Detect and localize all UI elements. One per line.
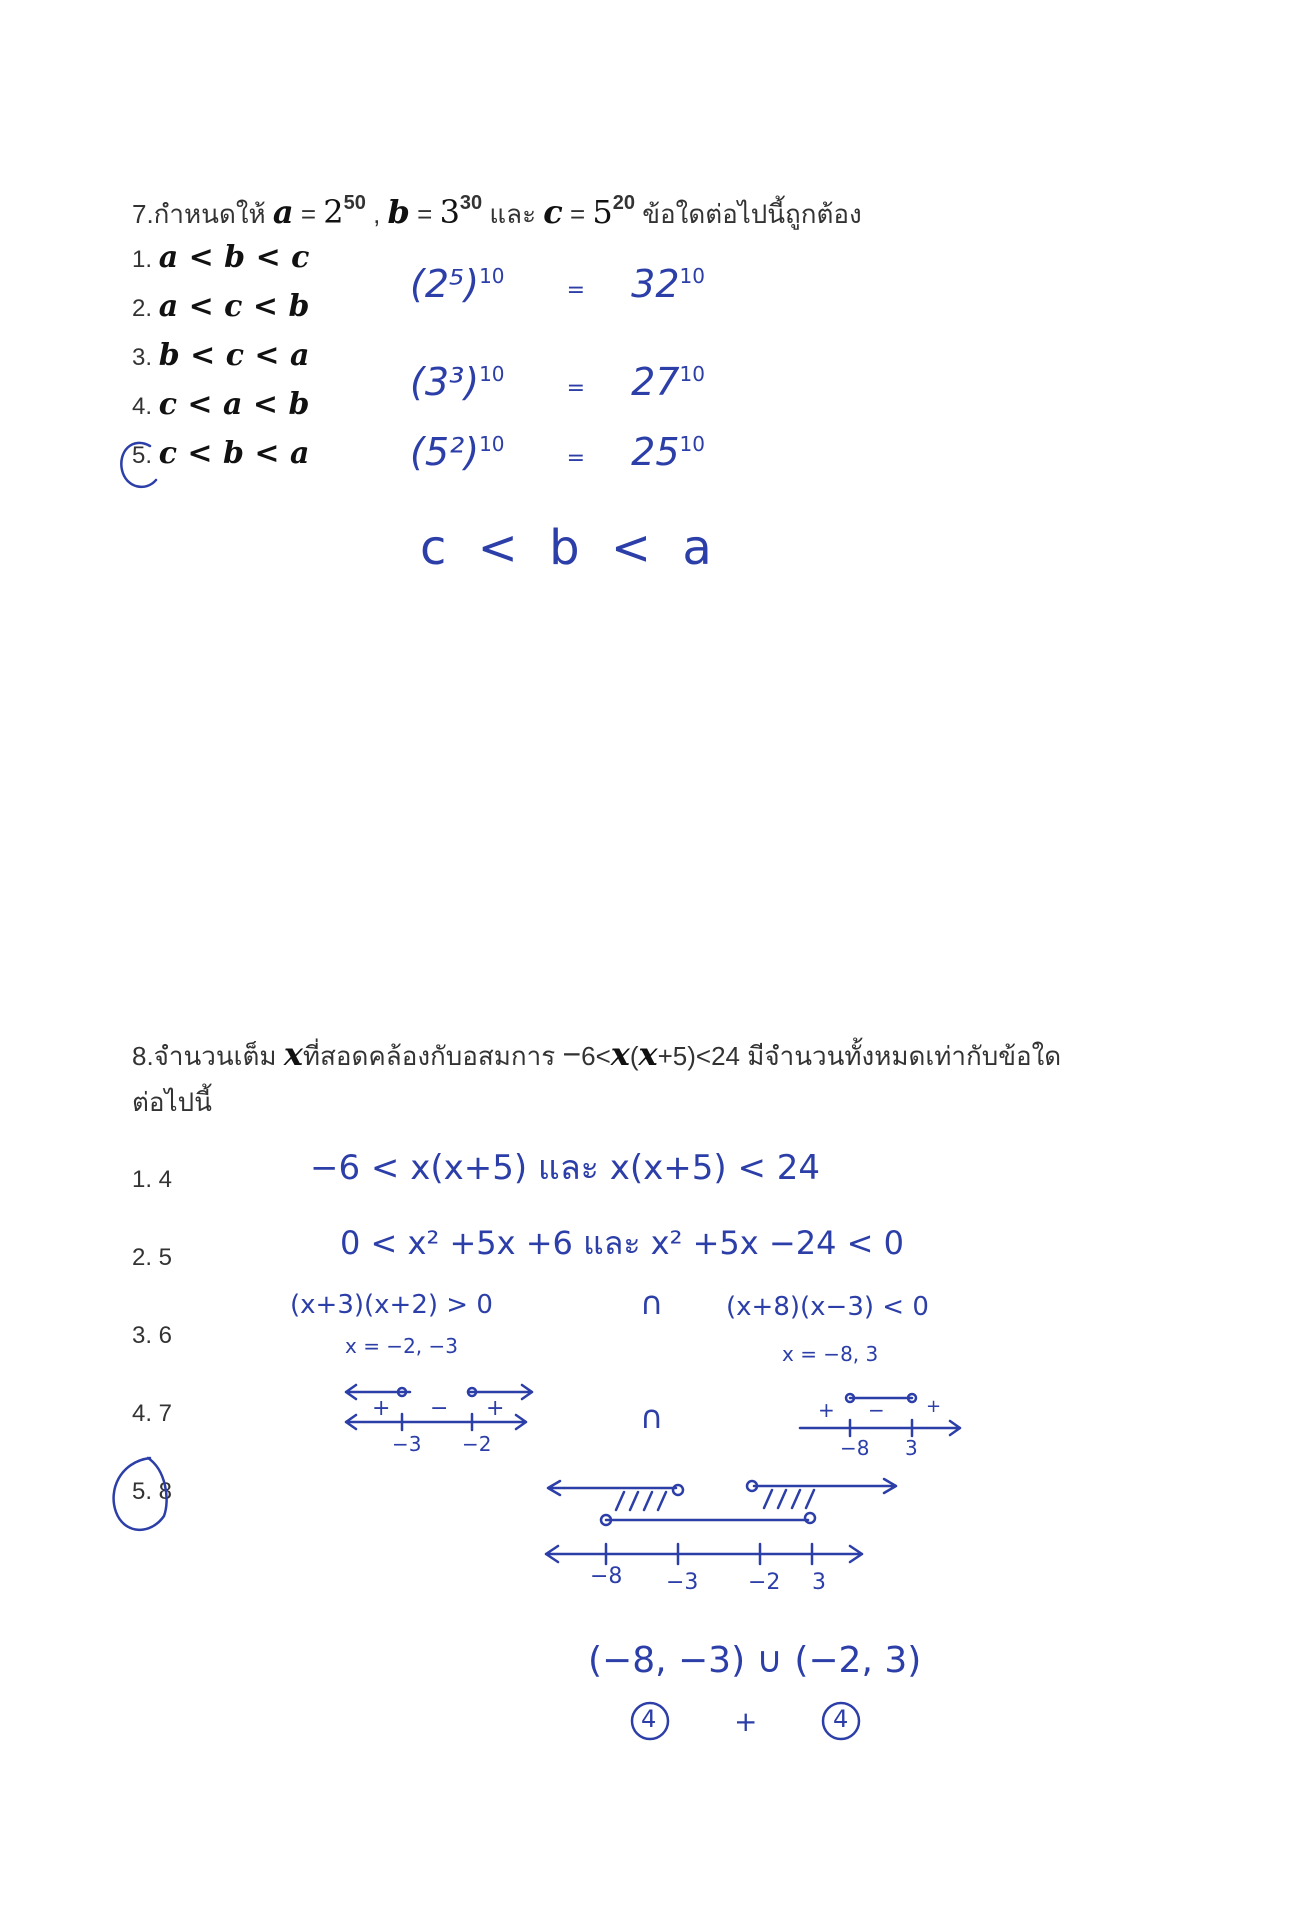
q8-title-mid: ที่สอดคล้องกับอสมการ bbox=[302, 1041, 563, 1071]
nl1-plus-left: + bbox=[372, 1396, 391, 1421]
q8-title-suffix: มีจำนวนทั้งหมดเท่ากับข้อใด bbox=[740, 1041, 1062, 1071]
q8-work-cap: ∩ bbox=[640, 1284, 664, 1322]
hw-eq: = bbox=[566, 278, 586, 303]
q7-answer-circle bbox=[121, 443, 156, 487]
hw-text: 32 bbox=[631, 262, 680, 306]
q7-option-number: 4. bbox=[132, 393, 153, 420]
q7-option-expr: c < a < b bbox=[158, 387, 310, 422]
q8-work-line3b: (x+8)(x−3) < 0 bbox=[726, 1292, 929, 1322]
q8-work-line3a: (x+3)(x+2) > 0 bbox=[290, 1290, 493, 1320]
q8-count-1: 4 bbox=[641, 1705, 657, 1733]
nl2-tick-a: −8 bbox=[840, 1436, 870, 1460]
q7-var-a: a bbox=[272, 193, 294, 231]
q8-var-x: x bbox=[283, 1035, 303, 1073]
nl3-open-point-d bbox=[805, 1513, 815, 1523]
nl1-tick-a: −3 bbox=[392, 1432, 422, 1456]
nl1-top-right-arrow bbox=[468, 1385, 532, 1399]
q7-and: และ bbox=[482, 199, 544, 229]
q8-answer-circle bbox=[114, 1458, 167, 1530]
hw-eq: = bbox=[566, 376, 586, 401]
nl3-upper-right-arrow bbox=[754, 1479, 896, 1493]
q7-title-prefix: 7.กำหนดให้ bbox=[132, 199, 266, 229]
q8-option-4[interactable]: 4. 7 bbox=[132, 1400, 173, 1427]
hw-exp: 10 bbox=[479, 432, 505, 456]
q8-title-line2: ต่อไปนี้ bbox=[132, 1087, 212, 1117]
q7-option-expr: b < c < a bbox=[158, 338, 310, 373]
q8-paren: ( bbox=[629, 1041, 639, 1071]
q8-result: (−8, −3) ∪ (−2, 3) bbox=[588, 1640, 922, 1681]
q8-ineq-part: +5)<24 bbox=[657, 1041, 741, 1071]
hw-eq: = bbox=[566, 446, 586, 471]
hw-text: (2⁵) bbox=[410, 262, 480, 306]
hw-text: 25 bbox=[631, 430, 680, 474]
q7-eq-b: = bbox=[409, 199, 440, 229]
nl3-upper-left-arrow bbox=[548, 1481, 676, 1495]
q7-option-number: 5. bbox=[132, 442, 153, 469]
q7-base-a: 2 bbox=[323, 193, 344, 231]
nl3-hatch-right bbox=[764, 1490, 814, 1508]
nl3-tick-2: −3 bbox=[666, 1570, 699, 1595]
q8-minus: − bbox=[562, 1036, 582, 1072]
q7-option-expr: c < b < a bbox=[158, 436, 310, 471]
q8-option-1[interactable]: 1. 4 bbox=[132, 1166, 173, 1193]
q7-exp-a: 50 bbox=[343, 192, 366, 214]
q7-exp-b: 30 bbox=[459, 192, 483, 214]
q8-var-x: x bbox=[638, 1035, 658, 1073]
q7-sep: , bbox=[365, 199, 388, 229]
q8-option-5[interactable]: 5. 8 bbox=[132, 1478, 173, 1505]
q7-base-c: 5 bbox=[592, 193, 613, 231]
nl3-hatch-left bbox=[616, 1492, 666, 1510]
q8-plus: + bbox=[734, 1705, 758, 1738]
hw-exp: 10 bbox=[679, 264, 705, 288]
q7-conclusion: c < b < a bbox=[420, 520, 720, 576]
nl1-tick-b: −2 bbox=[462, 1432, 492, 1456]
q7-base-b: 3 bbox=[439, 193, 460, 231]
nl3-tick-1: −8 bbox=[590, 1564, 623, 1589]
q8-option-3[interactable]: 3. 6 bbox=[132, 1322, 173, 1349]
q8-title-prefix: 8.จำนวนเต็ม bbox=[132, 1041, 284, 1071]
q7-eq-c: = bbox=[562, 199, 593, 229]
nl2-plus-left: + bbox=[818, 1398, 835, 1422]
q7-var-c: c bbox=[543, 193, 563, 231]
nl2-tick-b: 3 bbox=[905, 1436, 918, 1460]
q7-eq-a: = bbox=[293, 199, 324, 229]
q8-ineq-part: 6< bbox=[581, 1041, 611, 1071]
q8-count-1-circle bbox=[632, 1703, 668, 1739]
hw-text: (3³) bbox=[410, 360, 480, 404]
q8-count-2: 4 bbox=[833, 1705, 849, 1733]
hw-exp: 10 bbox=[479, 264, 505, 288]
q7-title-suffix: ข้อใดต่อไปนี้ถูกต้อง bbox=[635, 199, 862, 229]
q7-option-number: 3. bbox=[132, 344, 153, 371]
q8-work-line4b: x = −8, 3 bbox=[782, 1342, 879, 1366]
nl2-minus: − bbox=[868, 1398, 885, 1422]
hw-text: (5²) bbox=[410, 430, 480, 474]
nl-cap: ∩ bbox=[640, 1398, 664, 1436]
q7-option-expr: a < b < c bbox=[158, 240, 310, 275]
q8-work-line4a: x = −2, −3 bbox=[345, 1334, 458, 1358]
nl1-axis bbox=[346, 1415, 526, 1429]
q8-count-2-circle bbox=[823, 1703, 859, 1739]
nl1-minus: − bbox=[430, 1396, 449, 1421]
hw-exp: 10 bbox=[679, 362, 705, 386]
q8-option-2[interactable]: 2. 5 bbox=[132, 1244, 173, 1271]
nl2-axis bbox=[800, 1421, 960, 1435]
hw-exp: 10 bbox=[679, 432, 705, 456]
nl3-open-point-a bbox=[673, 1485, 683, 1495]
q7-option-number: 1. bbox=[132, 246, 153, 273]
hw-text: 27 bbox=[631, 360, 680, 404]
nl3-tick-3: −2 bbox=[748, 1570, 781, 1595]
nl2-plus-right: + bbox=[926, 1396, 942, 1417]
q7-option-number: 2. bbox=[132, 295, 153, 322]
hw-exp: 10 bbox=[479, 362, 505, 386]
nl1-plus-right: + bbox=[486, 1396, 505, 1421]
q7-var-b: b bbox=[387, 193, 410, 231]
q7-exp-c: 20 bbox=[612, 192, 636, 214]
q8-work-line2: 0 < x² +5x +6 และ x² +5x −24 < 0 bbox=[340, 1224, 904, 1262]
q8-var-x: x bbox=[610, 1035, 630, 1073]
nl3-axis bbox=[546, 1546, 862, 1562]
q7-option-expr: a < c < b bbox=[158, 289, 310, 324]
q8-work-line1: −6 < x(x+5) และ x(x+5) < 24 bbox=[310, 1148, 820, 1188]
nl3-tick-4: 3 bbox=[812, 1570, 826, 1595]
